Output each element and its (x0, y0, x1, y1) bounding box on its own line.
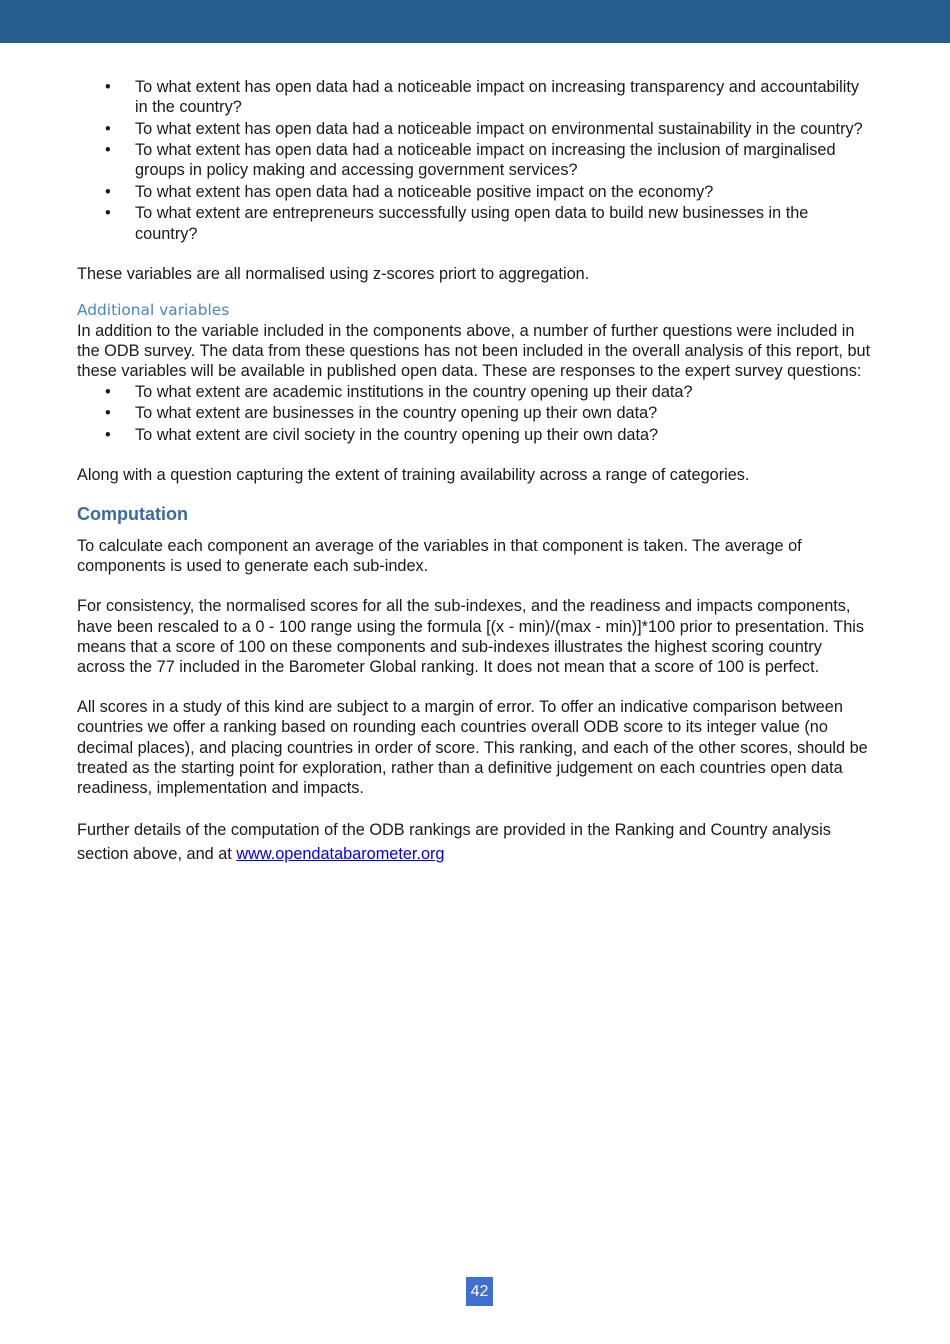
bullet-icon: • (105, 182, 111, 201)
computation-paragraph-3: All scores in a study of this kind are subject to a margin of error. To offer an indicative comparison between countries we offer a ranking based on rounding each countries overall ODB score to its integer value (no decimal places), and placing countries in order of score. This ranking, and each of the other scores, should be treated as the starting point for exploration, rather than a definitive judgement on each countries open data readiness, implementation and impacts. (77, 698, 868, 798)
additional-variables-intro: In addition to the variable included in the components above, a number of further questions were included in the ODB survey. The data from these questions has not been included in the overall analysis of this report, but these variables will be available in published open data. These are responses to the expert survey questions: (77, 322, 871, 381)
bullet-icon: • (105, 425, 111, 444)
bullet-icon: • (105, 141, 111, 160)
normalisation-paragraph: These variables are all normalised using z-scores priort to aggregation. (77, 264, 590, 283)
computation-paragraph-1: To calculate each component an average of the variables in that component is taken. The average of components is used to generate each sub-index. (77, 537, 802, 576)
bullet-icon: • (105, 78, 111, 96)
page-number: 42 (466, 1277, 493, 1306)
odb-website-link[interactable]: www.opendatabarometer.org (236, 845, 445, 864)
bullet-icon: • (105, 204, 111, 223)
bullet-icon: • (105, 382, 111, 401)
list-item: • To what extent has open data had a noticeable impact on environmental sustainability in the country? (105, 119, 863, 138)
bullet-icon: • (105, 404, 111, 423)
list-item: • To what extent are civil society in the country opening up their own data? (105, 425, 659, 444)
list-item: • To what extent are academic institutions in the country opening up their data? (105, 382, 693, 401)
list-item: • To what extent are entrepreneurs successfully using open data to build new businesses in the country? (105, 204, 809, 243)
bullet-icon: • (105, 119, 111, 138)
list-item: • To what extent has open data had a noticeable impact on increasing the inclusion of marginalised groups in policy making and accessing government services? (105, 141, 836, 180)
computation-paragraph-2: For consistency, the normalised scores for all the sub-indexes, and the readiness and impacts components, have been rescaled to a 0 - 100 range using the formula [(x - min)/(max - min)]*100 prior to presentation. This means that a score of 100 on these components and sub-indexes illustrates the highest scoring country across the 77 included in the Barometer Global ranking. It does not mean that a score of 100 is perfect. (77, 597, 865, 677)
list-item: • To what extent has open data had a noticeable impact on increasing transparency and accountability in the country? (105, 78, 860, 117)
page-content (77, 77, 872, 866)
computation-paragraph-4: Further details of the computation of the ODB rankings are provided in the Ranking and Country analysis section above, and at www.opendatabarometer.org (77, 821, 831, 864)
computation-heading: Computation (77, 504, 188, 525)
impact-question-list (77, 77, 872, 244)
list-item: • To what extent are businesses in the country opening up their own data? (105, 404, 658, 423)
additional-question-list (77, 382, 872, 445)
training-paragraph: Along with a question capturing the extent of training availability across a range of categories. (77, 465, 750, 484)
header-bar (0, 0, 950, 43)
list-item: • To what extent has open data had a noticeable positive impact on the economy? (105, 182, 714, 201)
additional-variables-heading: Additional variables (77, 301, 230, 320)
